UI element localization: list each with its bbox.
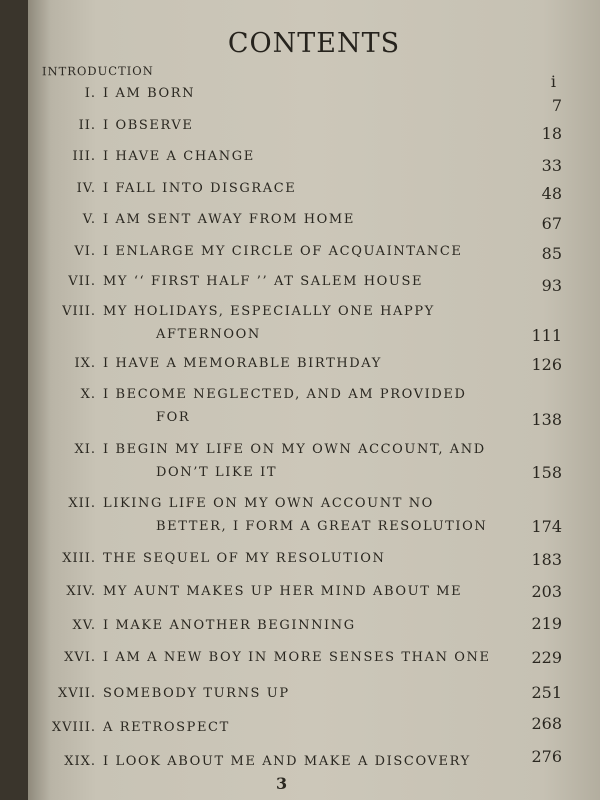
chapter-page-number: 203 <box>531 582 562 601</box>
chapter-number: XV. <box>72 618 96 633</box>
chapter-page-number: 48 <box>541 184 562 203</box>
chapter-title-line: SOMEBODY TURNS UP <box>103 686 290 701</box>
chapter-number: XVII. <box>57 686 96 701</box>
chapter-page-number: 268 <box>531 714 562 733</box>
folio-page-number: 3 <box>276 774 288 793</box>
chapter-page-number: 174 <box>531 517 562 536</box>
chapter-title-line: I AM SENT AWAY FROM HOME <box>103 212 355 227</box>
chapter-page-number: 67 <box>541 214 562 233</box>
chapter-page-number: 183 <box>531 550 562 569</box>
chapter-title-line: MY HOLIDAYS, ESPECIALLY ONE HAPPY <box>103 304 435 319</box>
chapter-page-number: 93 <box>541 276 562 295</box>
chapter-number: I. <box>84 86 96 101</box>
chapter-number: XIV. <box>66 584 96 599</box>
chapter-number: XI. <box>74 442 96 457</box>
chapter-title-line: BETTER, I FORM A GREAT RESOLUTION <box>156 519 488 534</box>
book-page <box>28 0 600 800</box>
chapter-title-line: MY AUNT MAKES UP HER MIND ABOUT ME <box>103 584 463 599</box>
chapter-title-line: I HAVE A MEMORABLE BIRTHDAY <box>103 356 382 371</box>
chapter-title-line: I BEGIN MY LIFE ON MY OWN ACCOUNT, AND <box>103 442 486 457</box>
chapter-title-line: I AM A NEW BOY IN MORE SENSES THAN ONE <box>103 650 491 665</box>
chapter-number: IX. <box>74 356 96 371</box>
chapter-title-line: LIKING LIFE ON MY OWN ACCOUNT NO <box>103 496 434 511</box>
chapter-title-line: THE SEQUEL OF MY RESOLUTION <box>103 551 386 566</box>
chapter-number: V. <box>82 212 96 227</box>
chapter-page-number: 138 <box>531 410 562 429</box>
chapter-title-line: FOR <box>156 410 191 425</box>
chapter-number: X. <box>80 387 96 402</box>
chapter-page-number: 158 <box>531 463 562 482</box>
chapter-title-line: I HAVE A CHANGE <box>103 149 255 164</box>
chapter-title-line: I OBSERVE <box>103 118 194 133</box>
chapter-page-number: 126 <box>531 355 562 374</box>
chapter-title-line: I LOOK ABOUT ME AND MAKE A DISCOVERY <box>103 754 471 769</box>
chapter-title-line: I FALL INTO DISGRACE <box>103 181 297 196</box>
chapter-number: XIX. <box>64 754 96 769</box>
chapter-page-number: 251 <box>531 683 562 702</box>
chapter-number: IV. <box>76 181 96 196</box>
chapter-title-line: I AM BORN <box>103 86 196 101</box>
chapter-number: XII. <box>68 496 96 511</box>
chapter-title-line: AFTERNOON <box>156 327 261 342</box>
chapter-title-line: MY ‘‘ FIRST HALF ’’ AT SALEM HOUSE <box>103 274 424 289</box>
chapter-number: VIII. <box>62 304 96 319</box>
chapter-title-line: I MAKE ANOTHER BEGINNING <box>103 618 356 633</box>
chapter-page-number: 229 <box>531 648 562 667</box>
chapter-number: XVIII. <box>51 720 96 735</box>
introduction-page-number: i <box>550 72 556 91</box>
chapter-page-number: 219 <box>531 614 562 633</box>
chapter-title-line: I ENLARGE MY CIRCLE OF ACQUAINTANCE <box>103 244 463 259</box>
chapter-number: III. <box>72 149 96 164</box>
chapter-page-number: 276 <box>531 747 562 766</box>
chapter-title-line: DON’T LIKE IT <box>156 465 278 480</box>
chapter-title-line: A RETROSPECT <box>103 720 230 735</box>
chapter-number: VII. <box>68 274 96 289</box>
chapter-page-number: 85 <box>541 244 562 263</box>
chapter-page-number: 18 <box>541 124 562 143</box>
chapter-page-number: 7 <box>551 96 562 115</box>
chapter-number: XIII. <box>62 551 96 566</box>
chapter-page-number: 111 <box>531 326 562 345</box>
chapter-title-line: I BECOME NEGLECTED, AND AM PROVIDED <box>103 387 467 402</box>
page-title: CONTENTS <box>227 28 401 59</box>
chapter-page-number: 33 <box>541 156 562 175</box>
chapter-number: XVI. <box>64 650 96 665</box>
chapter-number: VI. <box>74 244 96 259</box>
chapter-number: II. <box>78 118 96 133</box>
introduction-label: INTRODUCTION <box>41 63 154 79</box>
